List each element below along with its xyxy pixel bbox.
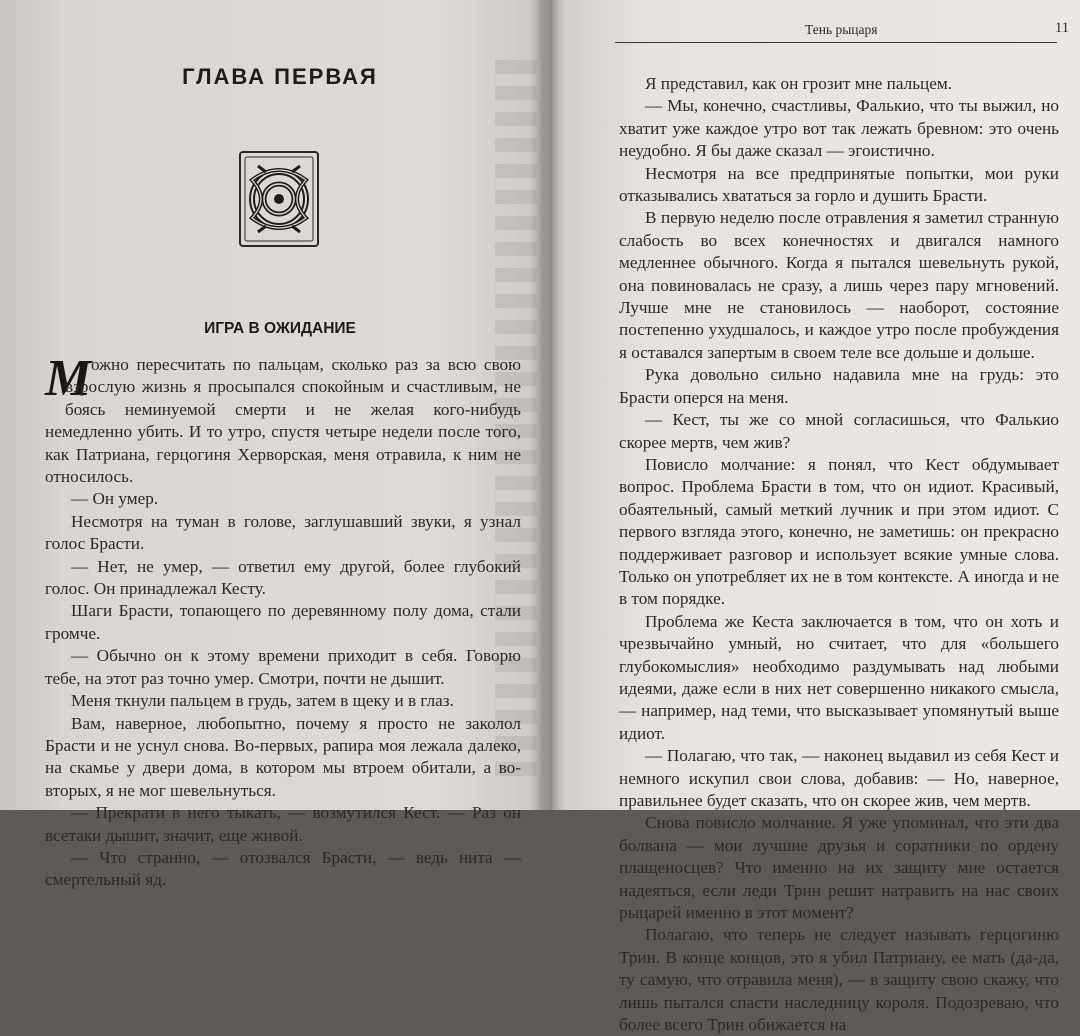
paragraph: — Кест, ты же со мной согласишься, что Фалькио скорее мертв, чем жив?: [619, 410, 1059, 452]
drop-cap-letter: М: [45, 350, 92, 407]
paragraph: Можно пересчитать по пальцам, сколько раз за всю свою взрослую жизнь я просыпался спокойным и счастливым, не боясь неминуемой смерти и не желая кого-нибудь немедленно убить. И то утро, спустя четыре недели после того, как Патриана, герцогиня Херворская, меня отравила, к ним не относилось.: [45, 354, 521, 488]
running-head-title: Тень рыцаря: [805, 22, 878, 37]
paragraph: Несмотря на туман в голове, заглушавший звуки, я узнал голос Брасти.: [45, 511, 521, 554]
paragraph: Я представил, как он грозит мне пальцем.: [645, 74, 953, 93]
paragraph: Меня ткнули пальцем в грудь, затем в щеку и в глаз.: [71, 691, 454, 711]
paragraph: Проблема же Кеста заключается в том, что он хоть и чрезвычайно умный, но считает, что для «большего глубокомыслия» необходимо раздумывать над любыми идеями, даже если в них нет совершенно никакого смысла, — например, над теми, что высказывает упомянутый выше идиот.: [619, 611, 1059, 743]
right-page-text: [619, 73, 1059, 1036]
paragraph: — Обычно он к этому времени приходит в себя. Говорю тебе, на этот раз точно умер. Смотри, почти не дышит.: [45, 646, 521, 688]
paragraph: — Мы, конечно, счастливы, Фалькио, что ты выжил, но хватит уже каждое утро вот так лежать бревном: это очень неудобно. Я бы даже сказал — эгоистично.: [619, 96, 1059, 161]
paragraph: Вам, наверное, любопытно, почему я просто не заколол Брасти и не уснул снова. Во-первых, рапира моя лежала далеко, на скамье у двери дома, в котором мы втроем обитали, а во-вторых, я не мог шевельнуться.: [45, 713, 521, 800]
paragraph: — Он умер.: [71, 489, 159, 509]
paragraph: — Что странно, — отозвался Брасти, — ведь нита — смертельный яд.: [45, 847, 521, 890]
left-page-text: [45, 350, 521, 892]
paragraph: Шаги Брасти, топающего по деревянному полу дома, стали громче.: [45, 601, 521, 643]
paragraph: Снова повисло молчание. Я уже упоминал, что эти два болвана — мои лучшие друзья и соратники по ордену плащеносцев? Что именно на их защиту мне остается надеяться, если леди Трин решит натравить на нас своих рыцарей именно в этот момент?: [619, 813, 1059, 923]
chapter-subtitle: ИГРА В ОЖИДАНИЕ: [204, 320, 356, 337]
left-page: [0, 0, 548, 890]
show-through-header: [200, 18, 300, 38]
running-head: [615, 20, 1069, 43]
paragraph: — Полагаю, что так, — наконец выдавил из себя Кест и немного искупил свои слова, добавив: — Но, наверное, правильнее будет сказать, что он скорее жив, чем мертв.: [619, 746, 1059, 810]
right-page: [553, 0, 1080, 1035]
paragraph: Повисло молчание: я понял, что Кест обдумывает вопрос. Проблема Брасти в том, что он идиот. Красивый, обаятельный, самый меткий лучник и при этом идиот. С первого взгляда этого, конечно, не заметишь: он прекрасно поддерживает разговор и использует всякие умные слова. Только он употребляет их не в том контексте. А иногда и не в том порядке.: [619, 454, 1059, 609]
paragraph: Несмотря на все предпринятые попытки, мои руки отказывались хвататься за горло и душить Брасти.: [619, 163, 1059, 206]
paragraph: — Прекрати в него тыкать, — возмутился Кест. — Раз он всетаки дышит, значит, еще живой.: [45, 803, 521, 845]
chapter-title: ГЛАВА ПЕРВАЯ: [182, 64, 378, 89]
paragraph: Рука довольно сильно надавила мне на грудь: это Брасти оперся на меня.: [619, 365, 1059, 407]
paragraph: — Нет, не умер, — ответил ему другой, более глубокий голос. Он принадлежал Кесту.: [45, 556, 521, 599]
paragraph: Полагаю, что теперь не следует называть герцогиню Трин. В конце концов, это я убил Патриану, ее мать (да-да, ту самую, что отравила меня), — в защиту свою скажу, что лишь пытался спасти наследницу короля. Подозреваю, что более всего Трин обижается на: [619, 925, 1059, 1035]
celtic-knot-initial-icon: [238, 150, 320, 248]
page-number: 11: [1055, 20, 1069, 36]
paragraph: В первую неделю после отравления я заметил странную слабость во всех конечностях и двигался намного медленнее обычного. Когда я пытался шевельнуть рукой, она повиновалась не сразу, а лишь через пару мгновений. Лучше мне не становилось — наоборот, состояние постепенно ухудшалось, и каждое утро после пробуждения я оставался запертым в своем теле все дольше и дольше.: [619, 208, 1059, 362]
